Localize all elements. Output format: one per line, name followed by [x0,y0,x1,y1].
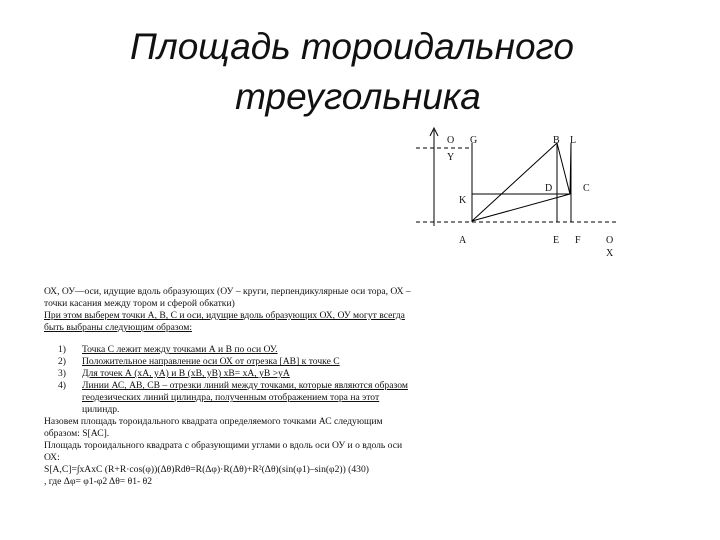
list-item-4-cont2: цилиндр. [82,404,120,415]
text-line-3: При этом выберем точки А, В, С и оси, идущие вдоль образующих ОХ, ОУ могут всегда [44,310,405,321]
text-line-7: Площадь тороидального квадрата с образующими углами о вдоль оси ОУ и о вдоль оси [44,440,403,451]
footer-note: , где Δφ= φ1-φ2 Δθ= θ1- θ2 [44,476,152,487]
list-item: 4) Линии АС, АВ, СВ – отрезки линий между точками, которые являются образом [58,380,408,391]
label-b: B [553,135,560,146]
line-bc [557,143,570,194]
label-x-right: X [606,248,614,259]
text-line-6: образом: S[АС]. [44,428,110,439]
label-e: E [553,235,560,246]
label-a: A [459,235,467,246]
text-line-1: ОХ, ОУ—оси, идущие вдоль образующих (ОУ – круги, перпендикулярные оси тора, ОХ – [44,286,411,297]
label-o-right: O [606,235,614,246]
label-d: D [545,183,553,194]
title-line-1: Площадь тороидального [130,26,574,67]
text-line-2: точки касания между тором и сферой обкатки) [44,298,235,309]
text-line-8: ОХ: [44,452,60,463]
label-k: K [459,195,467,206]
list-item: 2) Положительное направление оси ОХ от отрезка [АВ] к точке С [58,356,340,367]
title-line-2: треугольника [235,76,481,117]
conditions-list [44,344,534,392]
text-line-5: Назовем площадь тороидального квадрата определяемого точками АС следующим [44,416,383,427]
list-item: 3) Для точек А (хА, уА) и В (хВ, уВ) хВ= хА, уВ >уА [58,368,290,379]
body-text [44,286,534,488]
list-item-4-cont: геодезических линий цилиндра, полученным отображением тора на этот [82,392,380,403]
label-y: Y [447,152,455,163]
label-l: L [570,135,577,146]
text-line-4: быть выбраны следующим образом: [44,322,193,333]
label-g: G [470,135,478,146]
list-item: 1) Точка С лежит между точками А и В по оси ОУ. [58,344,278,355]
label-c: C [583,183,590,194]
formula: S[A,C]=∫xAxC (R+R·cos(φ))(Δθ)Rdθ=R(Δφ)·R(Δθ)+R²(Δθ)(sin(φ1)–sin(φ2)) (430) [44,464,369,475]
label-o-top: O [447,135,455,146]
label-f: F [575,235,581,246]
